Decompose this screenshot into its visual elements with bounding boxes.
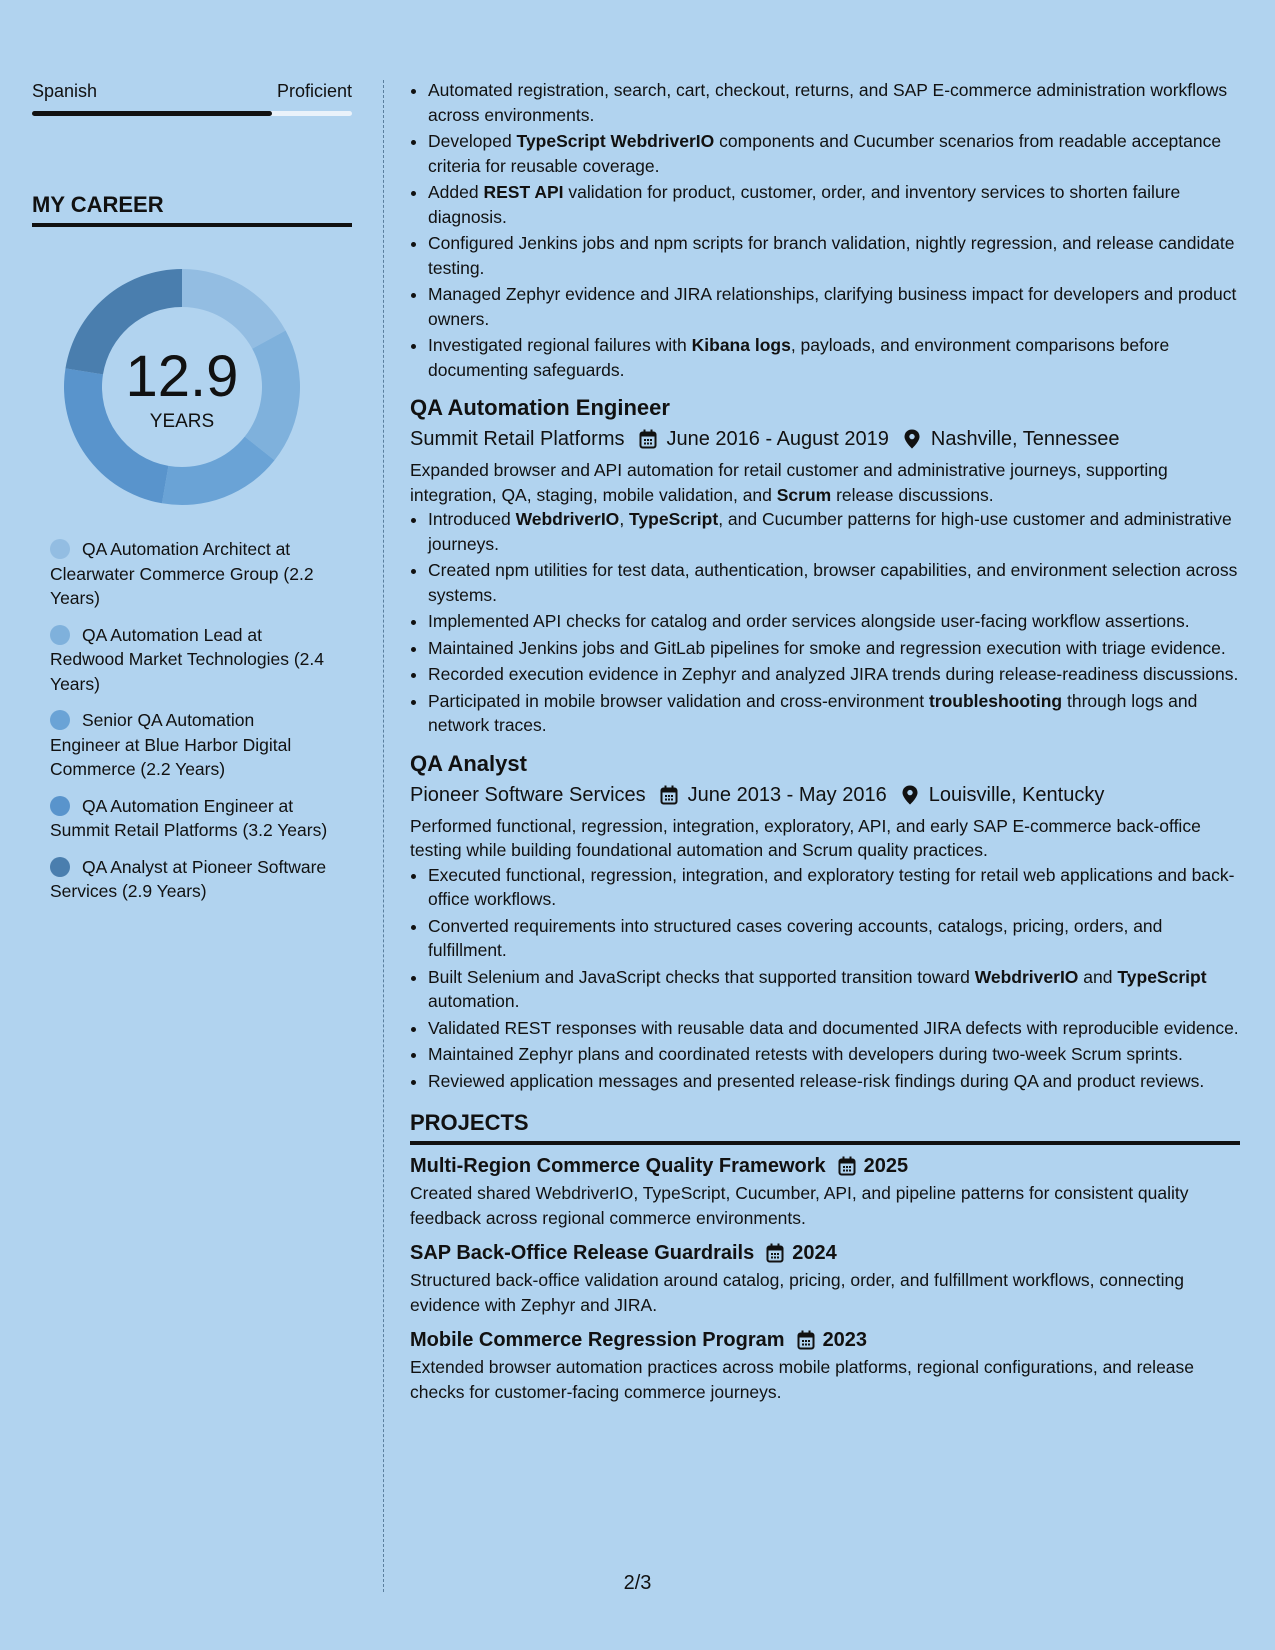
job-entry [410, 750, 1240, 1094]
project-title-row [410, 1153, 1240, 1179]
project-description: Extended browser automation practices across mobile platforms, regional configurations, and release checks for customer-facing commerce journeys. [410, 1357, 1195, 1402]
project-title-row [410, 1327, 1240, 1353]
job-company: Summit Retail Platforms [410, 428, 625, 450]
career-legend [50, 537, 352, 904]
job-title: QA Automation Engineer [410, 395, 670, 420]
bold-keyword: TypeScript [1117, 966, 1207, 987]
job-description: Performed functional, regression, integration, exploratory, API, and early SAP E-commerce back-office testing while building foundational automation and Scrum quality practices. [410, 815, 1201, 860]
project-year: 2025 [863, 1155, 909, 1177]
legend-label: QA Automation Engineer at Summit Retail Platforms (3.2 Years) [50, 795, 328, 840]
bullet-item: • Created npm utilities for test data, authentication, browser capabilities, and environment selection across systems. [428, 558, 1240, 607]
column-divider [383, 80, 384, 1592]
career-donut-center [62, 267, 302, 507]
job-meta [410, 426, 1240, 452]
language-level: Proficient [276, 81, 352, 101]
project-title: Mobile Commerce Regression Program [410, 1329, 785, 1351]
project-description: Structured back-office validation around catalog, pricing, order, and fulfillment workflows, connecting evidence with Zephyr and JIRA. [410, 1270, 1184, 1315]
sidebar [32, 80, 352, 916]
language-row [32, 80, 352, 102]
job-bullets [410, 863, 1240, 1094]
bold-keyword: Kibana logs [691, 335, 791, 355]
project-list [410, 1153, 1240, 1404]
bullet-item: • Built Selenium and JavaScript checks that supported transition toward WebdriverIO and TypeScript automation. [428, 965, 1240, 1014]
career-legend-item [50, 794, 352, 843]
map-pin-icon [901, 785, 919, 805]
bullet-item: • Introduced WebdriverIO, TypeScript, and Cucumber patterns for high-use customer and administrative journeys. [428, 507, 1240, 556]
bullet-item: • Investigated regional failures with Kibana logs, payloads, and environment comparisons before documenting safeguards. [428, 333, 1240, 382]
legend-dot [50, 857, 70, 877]
project-title: SAP Back-Office Release Guardrails [410, 1242, 755, 1264]
calendar-icon [660, 785, 678, 805]
calendar-icon [838, 1156, 856, 1176]
legend-dot [50, 625, 70, 645]
language-proficiency-bar [32, 111, 352, 116]
bold-keyword: REST API [483, 182, 564, 202]
main-content [410, 78, 1240, 1414]
project-description: Created shared WebdriverIO, TypeScript, Cucumber, API, and pipeline patterns for consistent quality feedback across regional commerce environments. [410, 1183, 1189, 1228]
bold-keyword: troubleshooting [928, 690, 1063, 711]
job-company: Pioneer Software Services [410, 783, 646, 806]
job-dates: June 2013 - May 2016 [687, 783, 887, 806]
project-year: 2023 [822, 1329, 868, 1351]
bullet-item: • Executed functional, regression, integration, and exploratory testing for retail web applications and back-office workflows. [428, 863, 1240, 912]
bold-keyword: WebdriverIO [974, 966, 1079, 987]
career-donut-chart [62, 267, 302, 507]
career-heading-rule [32, 223, 352, 227]
bullet-item: • Reviewed application messages and presented release-risk findings during QA and product reviews. [428, 1069, 1240, 1094]
bullet-item: • Automated registration, search, cart, checkout, returns, and SAP E-commerce administration workflows across environments. [428, 78, 1240, 127]
bullet-item: • Developed TypeScript WebdriverIO components and Cucumber scenarios from readable acceptance criteria for reusable coverage. [428, 129, 1240, 178]
bullet-item: • Managed Zephyr evidence and JIRA relationships, clarifying business impact for developers and product owners. [428, 282, 1240, 331]
bullet-item: • Configured Jenkins jobs and npm scripts for branch validation, nightly regression, and release candidate testing. [428, 231, 1240, 280]
job-description: Expanded browser and API automation for retail customer and administrative journeys, supporting integration, QA, staging, mobile validation, and Scrum release discussions. [410, 460, 1168, 505]
career-legend-item [50, 708, 352, 782]
bullet-item: • Validated REST responses with reusable data and documented JIRA defects with reproducible evidence. [428, 1016, 1240, 1041]
job-dates: June 2016 - August 2019 [666, 428, 889, 450]
project-year: 2024 [792, 1242, 837, 1264]
legend-label: QA Analyst at Pioneer Software Services (2.9 Years) [50, 856, 327, 901]
career-years-label: YEARS [149, 411, 215, 432]
legend-dot [50, 539, 70, 559]
project-title-row [410, 1240, 1240, 1266]
career-total-years: 12.9 [125, 344, 239, 409]
bold-keyword: TypeScript WebdriverIO [516, 131, 715, 151]
previous-job-bullets [410, 78, 1240, 382]
bullet-item: • Maintained Zephyr plans and coordinated retests with developers during two-week Scrum sprints. [428, 1042, 1240, 1067]
legend-label: QA Automation Lead at Redwood Market Technologies (2.4 Years) [50, 624, 325, 694]
bullet-item: • Converted requirements into structured cases covering accounts, catalogs, pricing, orders, and fulfillment. [428, 914, 1240, 963]
project-title: Multi-Region Commerce Quality Framework [410, 1155, 826, 1177]
career-legend-item [50, 623, 352, 697]
legend-dot [50, 796, 70, 816]
bullet-item: • Implemented API checks for catalog and order services alongside user-facing workflow assertions. [428, 609, 1240, 634]
calendar-icon [766, 1243, 784, 1263]
job-location: Nashville, Tennessee [930, 428, 1120, 450]
projects-heading-rule [410, 1141, 1240, 1145]
job-list [410, 394, 1240, 1093]
legend-dot [50, 710, 70, 730]
career-heading: MY CAREER [32, 192, 164, 217]
job-entry [410, 394, 1240, 738]
bullet-item: • Added REST API validation for product, customer, order, and inventory services to shorten failure diagnosis. [428, 180, 1240, 229]
language-proficiency-fill [32, 111, 272, 116]
bullet-item: • Maintained Jenkins jobs and GitLab pipelines for smoke and regression execution with triage evidence. [428, 636, 1240, 661]
legend-label: Senior QA Automation Engineer at Blue Harbor Digital Commerce (2.2 Years) [50, 710, 292, 779]
job-meta [410, 782, 1240, 808]
job-bullets [410, 507, 1240, 738]
job-location: Louisville, Kentucky [928, 783, 1105, 806]
page-number: 2/3 [623, 1572, 652, 1594]
bold-keyword: Scrum [776, 484, 832, 505]
bullet-item: • Recorded execution evidence in Zephyr and analyzed JIRA trends during release-readiness discussions. [428, 662, 1240, 687]
bold-keyword: TypeScript [629, 509, 719, 529]
career-legend-item [50, 537, 352, 611]
calendar-icon [639, 429, 657, 449]
language-name: Spanish [32, 81, 98, 101]
projects-heading: PROJECTS [410, 1110, 529, 1135]
career-legend-item [50, 855, 352, 904]
legend-label: QA Automation Architect at Clearwater Commerce Group (2.2 Years) [50, 539, 314, 608]
bold-keyword: WebdriverIO [515, 509, 620, 529]
map-pin-icon [903, 429, 921, 449]
calendar-icon [797, 1330, 815, 1350]
job-title: QA Analyst [410, 750, 527, 776]
bullet-item: • Participated in mobile browser validation and cross-environment troubleshooting through logs and network traces. [428, 689, 1240, 738]
